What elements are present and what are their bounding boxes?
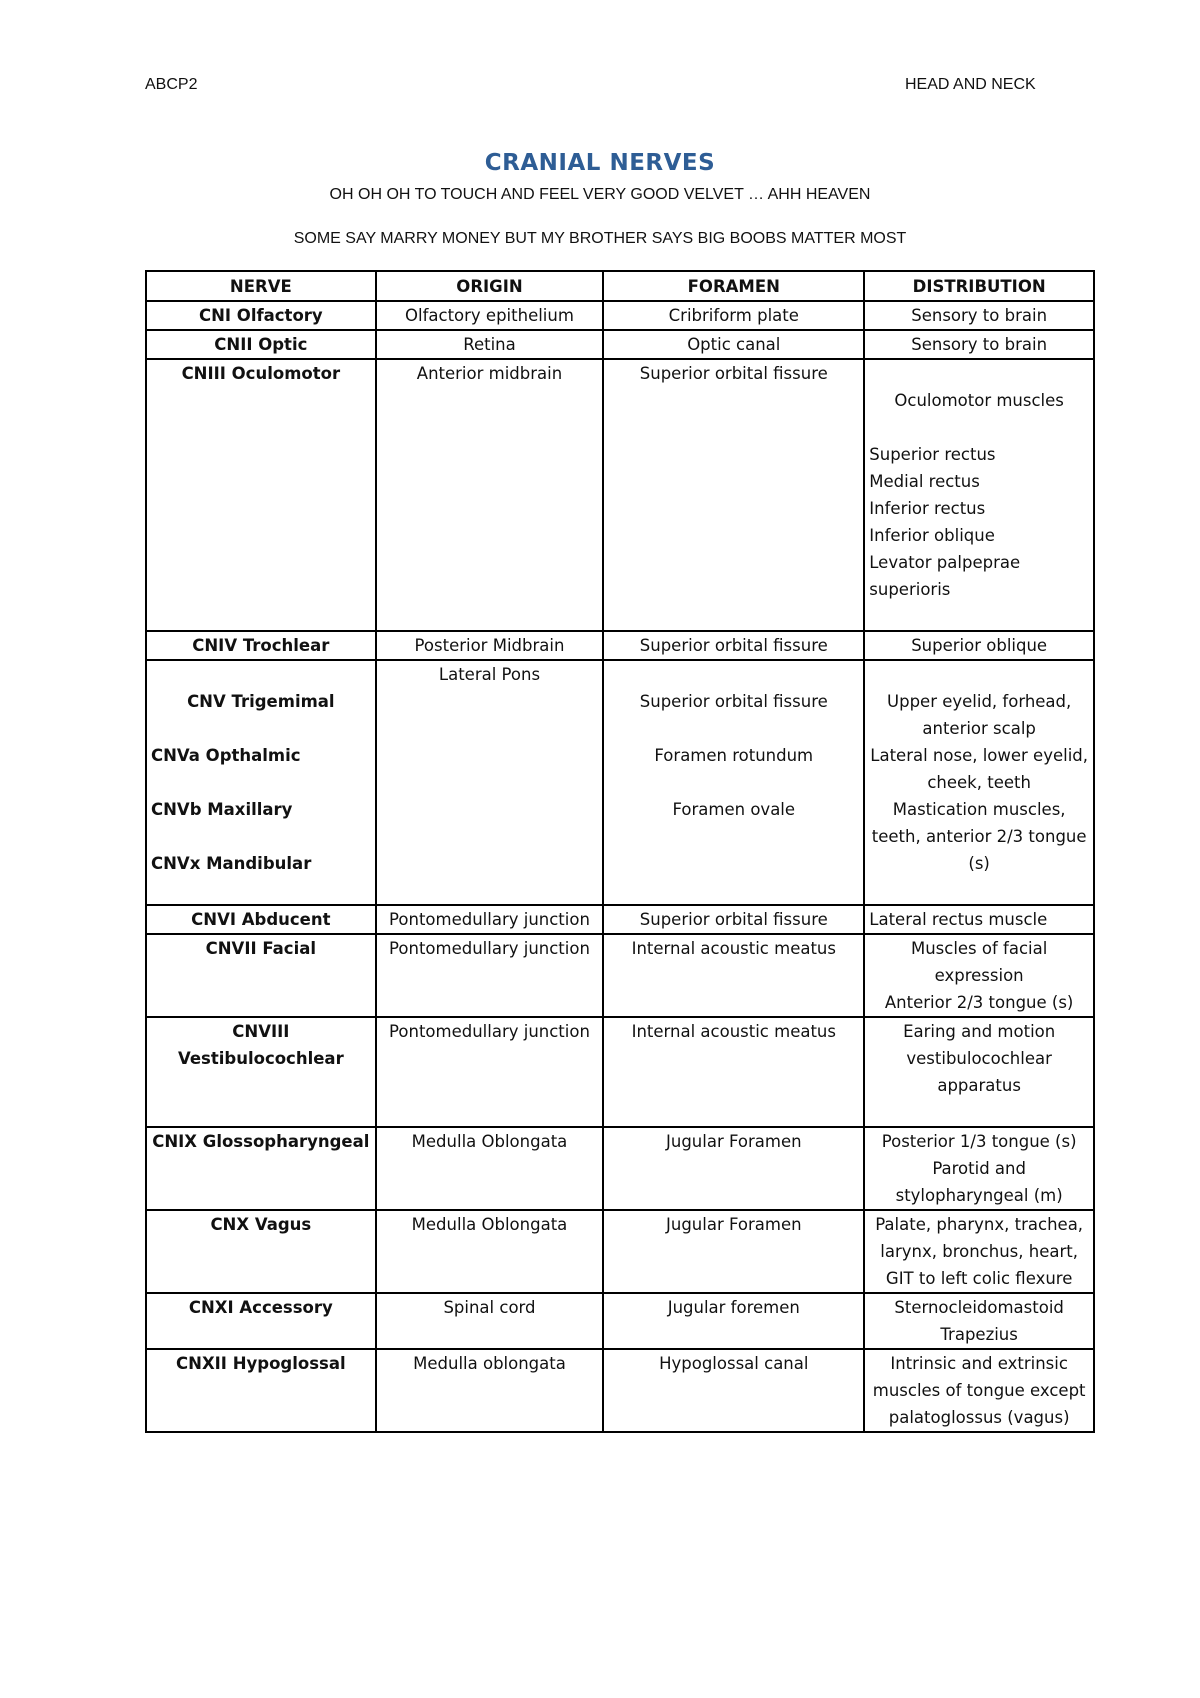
nerve-cell: CNX Vagus [146,1210,376,1293]
distribution-cell: Earing and motion vestibulocochlear apparatus [864,1017,1094,1127]
nerve-cell: CNXII Hypoglossal [146,1349,376,1432]
table-row [146,660,1094,905]
table-row [146,359,1094,631]
distribution-title: Oculomotor muscles [894,391,1064,410]
mnemonic-line-2: SOME SAY MARRY MONEY BUT MY BROTHER SAYS BIG BOOBS MATTER MOST [293,230,907,247]
cranial-nerves-table [145,270,1095,1433]
header-distribution: DISTRIBUTION [864,271,1094,301]
table-header-row [146,271,1094,301]
foramen-cell: Hypoglossal canal [603,1349,864,1432]
foramen-cell: Optic canal [603,330,864,359]
origin-cell: Spinal cord [376,1293,604,1349]
table-row [146,301,1094,330]
origin-cell: Pontomedullary junction [376,1017,604,1127]
nerve-cell: CNVIII Vestibulocochlear [146,1017,376,1127]
foramen-cell: Superior orbital fissure Foramen rotundum Foramen ovale [603,660,864,905]
foramen-cell: Internal acoustic meatus [603,1017,864,1127]
distribution-list: Superior rectus Medial rectus Inferior rectus Inferior oblique Levator palpeprae superioris [869,445,1021,599]
distribution-cell: Posterior 1/3 tongue (s) Parotid and stylopharyngeal (m) [864,1127,1094,1210]
nerve-cell: CNXI Accessory [146,1293,376,1349]
nerve-cell: CNII Optic [146,330,376,359]
foramen-cell: Jugular Foramen [603,1210,864,1293]
origin-cell: Retina [376,330,604,359]
distribution-cell: Intrinsic and extrinsic muscles of tongue except palatoglossus (vagus) [864,1349,1094,1432]
header-left: ABCP2 [145,76,198,93]
mnemonic-line-1: OH OH OH TO TOUCH AND FEEL VERY GOOD VELVET … AHH HEAVEN [329,186,871,203]
table-row [146,1210,1094,1293]
origin-cell: Medulla Oblongata [376,1210,604,1293]
foramen-cell: Jugular foremen [603,1293,864,1349]
table-row [146,1349,1094,1432]
distribution-cell: Superior oblique [864,631,1094,660]
distribution-cell: Upper eyelid, forhead, anterior scalp Lateral nose, lower eyelid, cheek, teeth Mastication muscles, teeth, anterior 2/3 tongue (s) [864,660,1094,905]
header-right: HEAD AND NECK [905,76,1036,93]
nerve-cell: CNIX Glossopharyngeal [146,1127,376,1210]
distribution-cell: Muscles of facial expression Anterior 2/3 tongue (s) [864,934,1094,1017]
header-origin: ORIGIN [376,271,604,301]
table-row [146,1127,1094,1210]
distribution-cell: Palate, pharynx, trachea, larynx, bronchus, heart, GIT to left colic flexure [864,1210,1094,1293]
distribution-cell: Sensory to brain [864,330,1094,359]
header-foramen: FORAMEN [603,271,864,301]
origin-cell: Posterior Midbrain [376,631,604,660]
origin-cell: Lateral Pons [376,660,604,905]
nerve-cell [146,660,376,905]
nerve-cell: CNVII Facial [146,934,376,1017]
distribution-cell: Sternocleidomastoid Trapezius [864,1293,1094,1349]
nerve-cell: CNVI Abducent [146,905,376,934]
foramen-cell: Superior orbital fissure [603,359,864,631]
header-nerve: NERVE [146,271,376,301]
foramen-cell: Superior orbital fissure [603,631,864,660]
origin-cell: Medulla Oblongata [376,1127,604,1210]
nerve-cell: CNIV Trochlear [146,631,376,660]
foramen-cell: Internal acoustic meatus [603,934,864,1017]
table-row [146,631,1094,660]
table-row [146,330,1094,359]
table-row [146,934,1094,1017]
origin-cell: Anterior midbrain [376,359,604,631]
table-row [146,1293,1094,1349]
nerve-branches: CNVa Opthalmic CNVb Maxillary CNVx Mandibular [151,746,312,873]
page-title: CRANIAL NERVES [484,150,716,176]
nerve-cell: CNIII Oculomotor [146,359,376,631]
origin-cell: Olfactory epithelium [376,301,604,330]
foramen-cell: Superior orbital fissure [603,905,864,934]
table-row [146,905,1094,934]
origin-cell: Pontomedullary junction [376,934,604,1017]
distribution-cell: Lateral rectus muscle [864,905,1094,934]
nerve-name: CNV Trigemimal [187,692,335,711]
distribution-cell [864,359,1094,631]
origin-cell: Medulla oblongata [376,1349,604,1432]
table-row [146,1017,1094,1127]
foramen-cell: Jugular Foramen [603,1127,864,1210]
nerve-cell: CNI Olfactory [146,301,376,330]
origin-cell: Pontomedullary junction [376,905,604,934]
distribution-cell: Sensory to brain [864,301,1094,330]
foramen-cell: Cribriform plate [603,301,864,330]
